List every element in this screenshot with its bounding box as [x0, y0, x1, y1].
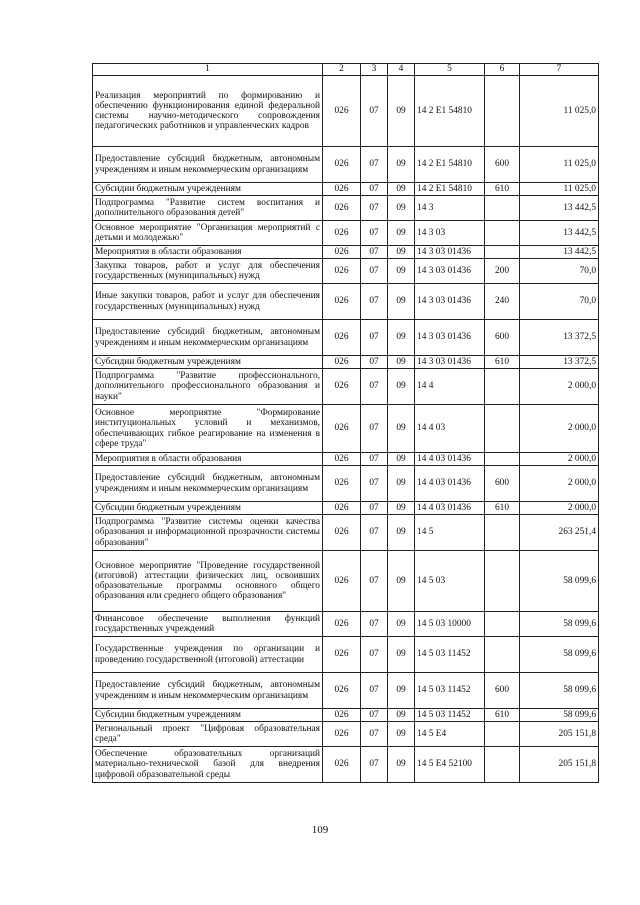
row-csr: 14 3 — [415, 196, 485, 221]
row-ved: 026 — [323, 259, 361, 284]
row-pr: 09 — [388, 221, 415, 246]
row-pr: 09 — [388, 515, 415, 551]
column-header-pr: 4 — [388, 64, 415, 76]
row-rz: 07 — [361, 147, 388, 183]
row-ved: 026 — [323, 466, 361, 502]
row-rz: 07 — [361, 515, 388, 551]
row-ved: 026 — [323, 356, 361, 369]
row-name: Подпрограмма "Развитие профессионального, дополнительного профессионального образования и науки" — [93, 369, 323, 405]
row-vr — [485, 515, 520, 551]
row-ved: 026 — [323, 551, 361, 612]
row-name: Субсидии бюджетным учреждениям — [93, 183, 323, 196]
row-rz: 07 — [361, 284, 388, 320]
column-header-rz: 3 — [361, 64, 388, 76]
row-rz: 07 — [361, 453, 388, 466]
row-pr: 09 — [388, 502, 415, 515]
row-pr: 09 — [388, 612, 415, 637]
row-rz: 07 — [361, 183, 388, 196]
row-amount: 70,0 — [520, 284, 599, 320]
table-row — [93, 183, 599, 196]
row-vr: 610 — [485, 356, 520, 369]
table-row — [93, 221, 599, 246]
row-vr: 200 — [485, 259, 520, 284]
header-row — [93, 64, 599, 76]
row-ved: 026 — [323, 502, 361, 515]
row-pr: 09 — [388, 747, 415, 783]
row-rz: 07 — [361, 369, 388, 405]
table-row — [93, 320, 599, 356]
row-rz: 07 — [361, 747, 388, 783]
row-rz: 07 — [361, 722, 388, 747]
row-pr: 09 — [388, 147, 415, 183]
table-body — [93, 76, 599, 783]
table-row — [93, 356, 599, 369]
row-name: Субсидии бюджетным учреждениям — [93, 502, 323, 515]
row-amount: 2 000,0 — [520, 466, 599, 502]
row-ved: 026 — [323, 709, 361, 722]
table-row — [93, 637, 599, 673]
row-ved: 026 — [323, 453, 361, 466]
row-amount: 58 099,6 — [520, 551, 599, 612]
row-pr: 09 — [388, 76, 415, 147]
row-vr — [485, 196, 520, 221]
row-pr: 09 — [388, 246, 415, 259]
row-rz: 07 — [361, 673, 388, 709]
row-pr: 09 — [388, 259, 415, 284]
row-ved: 026 — [323, 196, 361, 221]
table-row — [93, 76, 599, 147]
row-rz: 07 — [361, 637, 388, 673]
row-rz: 07 — [361, 709, 388, 722]
row-csr: 14 4 03 01436 — [415, 453, 485, 466]
row-vr — [485, 551, 520, 612]
row-vr: 610 — [485, 183, 520, 196]
row-rz: 07 — [361, 502, 388, 515]
row-name: Основное мероприятие "Организация мероприятий с детьми и молодежью" — [93, 221, 323, 246]
row-csr: 14 2 E1 54810 — [415, 147, 485, 183]
row-vr — [485, 453, 520, 466]
row-vr — [485, 612, 520, 637]
row-pr: 09 — [388, 673, 415, 709]
row-vr: 610 — [485, 709, 520, 722]
row-name: Подпрограмма "Развитие системы оценки качества образования и информационной прозрачности системы образования" — [93, 515, 323, 551]
row-vr: 240 — [485, 284, 520, 320]
row-pr: 09 — [388, 551, 415, 612]
row-name: Государственные учреждения по организации и проведению государственной (итоговой) аттестации — [93, 637, 323, 673]
row-name: Основное мероприятие "Проведение государственной (итоговой) аттестации физических лиц, освоивших образовательные программы основного общего образования или среднего общего образования" — [93, 551, 323, 612]
row-ved: 026 — [323, 147, 361, 183]
column-header-ved: 2 — [323, 64, 361, 76]
row-pr: 09 — [388, 722, 415, 747]
column-header-name: 1 — [93, 64, 323, 76]
row-name: Основное мероприятие "Формирование институциональных условий и механизмов, обеспечивающих гибкое реагирование на изменения в сфере труда" — [93, 405, 323, 453]
row-name: Субсидии бюджетным учреждениям — [93, 709, 323, 722]
row-ved: 026 — [323, 284, 361, 320]
row-ved: 026 — [323, 246, 361, 259]
row-csr: 14 5 — [415, 515, 485, 551]
row-csr: 14 3 03 01436 — [415, 320, 485, 356]
row-rz: 07 — [361, 221, 388, 246]
row-amount: 263 251,4 — [520, 515, 599, 551]
row-rz: 07 — [361, 259, 388, 284]
row-amount: 11 025,0 — [520, 76, 599, 147]
row-vr — [485, 722, 520, 747]
table-header — [93, 64, 599, 76]
row-pr: 09 — [388, 369, 415, 405]
table-row — [93, 612, 599, 637]
row-pr: 09 — [388, 183, 415, 196]
row-pr: 09 — [388, 320, 415, 356]
row-ved: 026 — [323, 405, 361, 453]
row-amount: 58 099,6 — [520, 709, 599, 722]
row-amount: 11 025,0 — [520, 147, 599, 183]
table-row — [93, 673, 599, 709]
row-name: Предоставление субсидий бюджетным, автономным учреждениям и иным некоммерческим организациям — [93, 147, 323, 183]
table-row — [93, 369, 599, 405]
row-rz: 07 — [361, 551, 388, 612]
row-vr — [485, 637, 520, 673]
table-row — [93, 259, 599, 284]
row-ved: 026 — [323, 183, 361, 196]
row-csr: 14 5 03 11452 — [415, 637, 485, 673]
row-name: Мероприятия в области образования — [93, 246, 323, 259]
row-rz: 07 — [361, 246, 388, 259]
table-row — [93, 405, 599, 453]
row-vr: 610 — [485, 502, 520, 515]
row-amount: 13 372,5 — [520, 356, 599, 369]
row-rz: 07 — [361, 356, 388, 369]
row-name: Реализация мероприятий по формированию и обеспечению функционирования единой федеральной системы научно-методического сопровождения педагогических работников и управленческих кадров — [93, 76, 323, 147]
table-row — [93, 515, 599, 551]
row-ved: 026 — [323, 673, 361, 709]
row-amount: 58 099,6 — [520, 673, 599, 709]
row-ved: 026 — [323, 612, 361, 637]
row-csr: 14 4 03 01436 — [415, 502, 485, 515]
row-amount: 13 442,5 — [520, 221, 599, 246]
row-name: Субсидии бюджетным учреждениям — [93, 356, 323, 369]
table-row — [93, 284, 599, 320]
table-row — [93, 466, 599, 502]
table-row — [93, 246, 599, 259]
row-ved: 026 — [323, 515, 361, 551]
table-row — [93, 196, 599, 221]
row-csr: 14 5 03 11452 — [415, 709, 485, 722]
row-csr: 14 2 E1 54810 — [415, 183, 485, 196]
row-csr: 14 5 03 10000 — [415, 612, 485, 637]
row-rz: 07 — [361, 466, 388, 502]
row-csr: 14 5 E4 — [415, 722, 485, 747]
row-amount: 58 099,6 — [520, 637, 599, 673]
row-amount: 2 000,0 — [520, 369, 599, 405]
table-row — [93, 502, 599, 515]
row-amount: 2 000,0 — [520, 502, 599, 515]
row-name: Подпрограмма "Развитие систем воспитания и дополнительного образования детей" — [93, 196, 323, 221]
row-amount: 13 372,5 — [520, 320, 599, 356]
row-ved: 026 — [323, 747, 361, 783]
row-name: Предоставление субсидий бюджетным, автономным учреждениям и иным некоммерческим организациям — [93, 466, 323, 502]
column-header-amount: 7 — [520, 64, 599, 76]
row-rz: 07 — [361, 196, 388, 221]
row-ved: 026 — [323, 320, 361, 356]
table-row — [93, 453, 599, 466]
row-pr: 09 — [388, 284, 415, 320]
table-row — [93, 722, 599, 747]
row-csr: 14 4 — [415, 369, 485, 405]
row-pr: 09 — [388, 196, 415, 221]
table-row — [93, 747, 599, 783]
row-vr — [485, 369, 520, 405]
row-rz: 07 — [361, 320, 388, 356]
row-ved: 026 — [323, 722, 361, 747]
row-rz: 07 — [361, 612, 388, 637]
row-csr: 14 5 E4 52100 — [415, 747, 485, 783]
row-amount: 2 000,0 — [520, 453, 599, 466]
page-number: 109 — [311, 824, 329, 836]
row-name: Мероприятия в области образования — [93, 453, 323, 466]
row-pr: 09 — [388, 709, 415, 722]
row-pr: 09 — [388, 405, 415, 453]
row-csr: 14 4 03 01436 — [415, 466, 485, 502]
row-ved: 026 — [323, 221, 361, 246]
row-name: Закупка товаров, работ и услуг для обеспечения государственных (муниципальных) нужд — [93, 259, 323, 284]
row-csr: 14 2 E1 54810 — [415, 76, 485, 147]
row-csr: 14 5 03 11452 — [415, 673, 485, 709]
budget-table — [92, 63, 599, 783]
row-vr — [485, 747, 520, 783]
row-csr: 14 3 03 01436 — [415, 284, 485, 320]
row-name: Предоставление субсидий бюджетным, автономным учреждениям и иным некоммерческим организациям — [93, 320, 323, 356]
row-csr: 14 3 03 — [415, 221, 485, 246]
row-vr — [485, 405, 520, 453]
row-amount: 11 025,0 — [520, 183, 599, 196]
row-vr: 600 — [485, 320, 520, 356]
row-amount: 58 099,6 — [520, 612, 599, 637]
column-header-csr: 5 — [415, 64, 485, 76]
row-csr: 14 5 03 — [415, 551, 485, 612]
row-vr: 600 — [485, 147, 520, 183]
row-name: Иные закупки товаров, работ и услуг для обеспечения государственных (муниципальных) нужд — [93, 284, 323, 320]
row-pr: 09 — [388, 466, 415, 502]
row-vr: 600 — [485, 466, 520, 502]
row-vr — [485, 221, 520, 246]
row-ved: 026 — [323, 637, 361, 673]
row-amount: 13 442,5 — [520, 246, 599, 259]
row-pr: 09 — [388, 637, 415, 673]
row-rz: 07 — [361, 76, 388, 147]
row-pr: 09 — [388, 453, 415, 466]
row-name: Финансовое обеспечение выполнения функций государственных учреждений — [93, 612, 323, 637]
column-header-vr: 6 — [485, 64, 520, 76]
row-ved: 026 — [323, 76, 361, 147]
row-amount: 70,0 — [520, 259, 599, 284]
table-row — [93, 551, 599, 612]
row-csr: 14 3 03 01436 — [415, 356, 485, 369]
row-csr: 14 3 03 01436 — [415, 259, 485, 284]
row-vr — [485, 246, 520, 259]
row-amount: 13 442,5 — [520, 196, 599, 221]
row-rz: 07 — [361, 405, 388, 453]
row-name: Региональный проект "Цифровая образовательная среда" — [93, 722, 323, 747]
row-name: Предоставление субсидий бюджетным, автономным учреждениям и иным некоммерческим организациям — [93, 673, 323, 709]
row-amount: 205 151,8 — [520, 722, 599, 747]
row-ved: 026 — [323, 369, 361, 405]
row-vr — [485, 76, 520, 147]
row-vr: 600 — [485, 673, 520, 709]
row-amount: 2 000,0 — [520, 405, 599, 453]
row-csr: 14 3 03 01436 — [415, 246, 485, 259]
row-csr: 14 4 03 — [415, 405, 485, 453]
row-name: Обеспечение образовательных организаций материально-технической базой для внедрения цифровой образовательной среды — [93, 747, 323, 783]
table-row — [93, 147, 599, 183]
row-amount: 205 151,8 — [520, 747, 599, 783]
row-pr: 09 — [388, 356, 415, 369]
table-row — [93, 709, 599, 722]
